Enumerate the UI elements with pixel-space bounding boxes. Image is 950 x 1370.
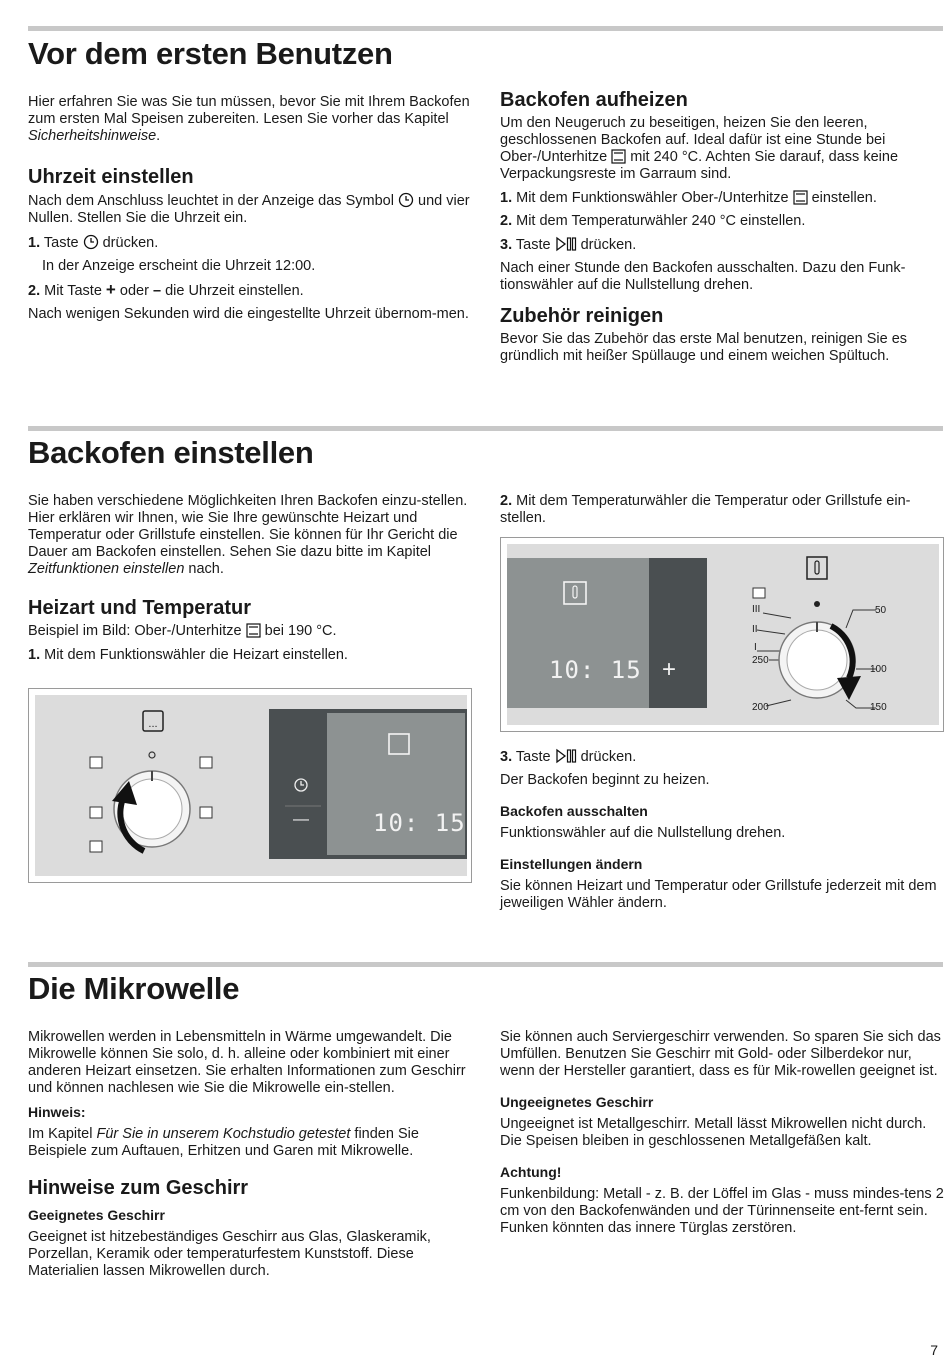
clock-text-b: und vier Nullen. Stellen Sie die Uhrzeit ein. — [28, 193, 470, 226]
intro-text: Hier erfahren Sie was Sie tun müssen, bevor Sie mit Ihrem Backofen zum ersten Mal Speisen zubereiten. Lesen Sie vorher das Kapitel — [28, 94, 470, 127]
hint-text — [28, 1126, 473, 1160]
start-pause-icon — [555, 236, 577, 252]
plus-button-icon: + — [662, 656, 677, 683]
heading-heat-up: Backofen aufheizen — [500, 89, 688, 111]
temperature-label: 250 — [752, 655, 769, 666]
step-text: Taste — [43, 235, 79, 251]
settings-step-3 — [500, 748, 945, 766]
step-text: Mit Taste — [44, 283, 102, 299]
minus-icon: – — [152, 283, 162, 299]
step-text: Mit dem Funktionswähler die Heizart einstellen. — [44, 647, 348, 663]
display-time: 10: 15 — [373, 809, 466, 837]
figure-temperature-selector — [500, 537, 944, 732]
column-right-oven-settings — [500, 493, 945, 533]
heading-change-settings: Einstellungen ändern — [500, 856, 643, 872]
intro-end: . — [156, 128, 161, 144]
heading-switch-off: Backofen ausschalten — [500, 803, 648, 819]
page-number: 7 — [930, 1342, 938, 1358]
figure-function-selector — [28, 688, 472, 883]
example-text — [28, 623, 473, 640]
heat-text-a: Um den Neugeruch zu beseitigen, heizen Sie den leeren, geschlossenen Backofen auf. Ideal dafür ist eine Stunde bei Ober-/Unterhitze — [500, 115, 886, 165]
heat-step-3 — [500, 236, 945, 254]
settings-step-1 — [28, 647, 473, 664]
hint-text-b: finden Sie Beispiele zum Auftauen, Erhitzen und Garen mit Mikrowelle. — [28, 1126, 419, 1159]
unsuitable-dishes-text: Ungeeignet ist Metallgeschirr. Metall lässt Mikrowellen nicht durch. Die Speisen bleiben in geschlossenen Metallgefäßen kalt. — [500, 1116, 927, 1149]
column-right-first-use — [500, 89, 945, 372]
example-text-b: bei 190 °C. — [264, 623, 337, 639]
step-text: Taste — [515, 237, 551, 253]
step-number: 3. — [500, 237, 513, 253]
step-text: drücken. — [580, 749, 637, 765]
temperature-label: 50 — [875, 605, 887, 616]
heat-step-2 — [500, 213, 945, 230]
section-title-first-use: Vor dem ersten Benutzen — [28, 36, 393, 71]
heading-warning: Achtung! — [500, 1164, 562, 1180]
suitable-dishes-text: Geeignet ist hitzebeständiges Geschirr aus Glas, Glaskeramik, Porzellan, Keramik oder temperaturfestem Kunststoff. Diese Materialien lassen Mikrowellen durch. — [28, 1229, 431, 1279]
microwave-intro: Mikrowellen werden in Lebensmitteln in Wärme umgewandelt. Die Mikrowelle können Sie solo, d. h. alleine oder kombiniert mit einer anderen Heizart einsetzen. Sie erhalten Informationen zum Geschirr und können nachlesen wie Sie die Mikrowelle ein-stellen. — [28, 1029, 466, 1096]
heat-text-b: mit 240 °C. Achten Sie darauf, dass keine Verpackungsreste im Garraum sind. — [500, 149, 899, 182]
clock-note: Nach wenigen Sekunden wird die eingestellte Uhrzeit übernom-men. — [28, 306, 469, 322]
example-text-a: Beispiel im Bild: Ober-/Unterhitze — [28, 623, 242, 639]
chapter-reference: Zeitfunktionen einstellen — [28, 561, 185, 577]
step-text: Mit dem Temperaturwähler 240 °C einstellen. — [516, 213, 806, 229]
temperature-label: 100 — [870, 664, 887, 675]
step-text: drücken. — [580, 237, 637, 253]
step-number: 3. — [500, 749, 513, 765]
step-number: 2. — [500, 493, 513, 509]
section-rule — [28, 962, 943, 967]
heading-clock: Uhrzeit einstellen — [28, 166, 194, 188]
heading-suitable-dishes: Geeignetes Geschirr — [28, 1207, 165, 1223]
clock-text — [28, 192, 473, 227]
function-selector-illustration — [29, 689, 471, 882]
step-text: oder — [119, 283, 149, 299]
step-text: einstellen. — [811, 190, 877, 206]
accessories-text: Bevor Sie das Zubehör das erste Mal benutzen, reinigen Sie es gründlich mit heißer Spüllauge und einem weichen Spültuch. — [500, 331, 908, 364]
section-title-microwave: Die Mikrowelle — [28, 971, 240, 1006]
step-3-result: Der Backofen beginnt zu heizen. — [500, 772, 710, 788]
grill-label: III — [752, 604, 761, 615]
step-text: drücken. — [102, 235, 159, 251]
heat-step-1 — [500, 190, 945, 207]
column-left-microwave — [28, 1029, 473, 1287]
clock-step-2 — [28, 281, 473, 300]
svg-text:...: ... — [148, 718, 158, 730]
intro-paragraph — [28, 493, 473, 578]
top-bottom-heat-icon — [793, 190, 808, 205]
temperature-label: 150 — [870, 702, 887, 713]
clock-text-a: Nach dem Anschluss leuchtet in der Anzeige das Symbol — [28, 193, 394, 209]
grill-label: II — [752, 624, 758, 635]
plus-icon: + — [105, 280, 116, 299]
switch-off-text: Funktionswähler auf die Nullstellung drehen. — [500, 825, 786, 841]
chapter-reference: Für Sie in unserem Kochstudio getestet — [96, 1126, 351, 1142]
step-number: 1. — [28, 235, 41, 251]
column-right-microwave — [500, 1029, 945, 1244]
intro-end: nach. — [184, 561, 224, 577]
heat-note: Nach einer Stunde den Backofen ausschalten. Dazu den Funk-tionswähler auf die Nullstellung drehen. — [500, 260, 906, 293]
grill-label: I — [754, 642, 757, 653]
top-bottom-heat-icon — [611, 149, 626, 164]
section-title-oven-settings: Backofen einstellen — [28, 435, 314, 470]
heading-hint: Hinweis: — [28, 1104, 86, 1120]
step-text: die Uhrzeit einstellen. — [165, 283, 304, 299]
heat-text — [500, 115, 945, 183]
warning-text: Funkenbildung: Metall - z. B. der Löffel im Glas - muss mindes-tens 2 cm von den Backofenwänden und der Türinnenseite ent-fernt sein. Funken könnten das innere Türglas zerstören. — [500, 1186, 944, 1236]
change-settings-text: Sie können Heizart und Temperatur oder Grillstufe jederzeit mit dem jeweiligen Wähler ändern. — [500, 878, 937, 911]
section-rule — [28, 426, 943, 431]
column-left-first-use — [28, 94, 473, 330]
heading-heating-type: Heizart und Temperatur — [28, 597, 251, 619]
step-number: 2. — [500, 213, 513, 229]
column-left-oven-settings — [28, 493, 473, 670]
top-bottom-heat-icon — [246, 623, 261, 638]
step-text: Mit dem Funktionswähler Ober-/Unterhitze — [516, 190, 789, 206]
heading-dishes: Hinweise zum Geschirr — [28, 1177, 249, 1199]
intro-paragraph — [28, 94, 473, 145]
step-number: 1. — [500, 190, 513, 206]
clock-step-1-result: In der Anzeige erscheint die Uhrzeit 12:00. — [42, 258, 316, 274]
section-rule — [28, 26, 943, 31]
column-right-oven-settings-lower — [500, 748, 945, 919]
settings-step-2 — [500, 493, 945, 527]
step-text: Mit dem Temperaturwähler die Temperatur oder Grillstufe ein-stellen. — [500, 493, 911, 526]
start-pause-icon — [555, 748, 577, 764]
clock-icon — [83, 234, 99, 250]
clock-step-1 — [28, 234, 473, 252]
heading-unsuitable-dishes: Ungeeignetes Geschirr — [500, 1094, 654, 1110]
chapter-reference: Sicherheitshinweise — [28, 128, 157, 144]
hint-text-a: Im Kapitel — [28, 1126, 97, 1142]
intro-text: Sie haben verschiedene Möglichkeiten Ihren Backofen einzu-stellen. Hier erklären wir Ihnen, wie Sie Ihre gewünschte Heizart und Temperatur oder Grillstufe einstellen. Sie können für Ihr Gericht die Dauer am Backofen einstellen. Sehen Sie dazu bitte im Kapitel — [28, 493, 468, 560]
display-time: 10: 15 — [549, 656, 642, 684]
minus-button-icon: — — [293, 811, 309, 828]
heading-accessories: Zubehör reinigen — [500, 305, 664, 327]
step-text: Taste — [515, 749, 551, 765]
clock-icon — [398, 192, 414, 208]
step-number: 2. — [28, 283, 41, 299]
temperature-label: 200 — [752, 702, 769, 713]
step-number: 1. — [28, 647, 41, 663]
serving-dishes-text: Sie können auch Serviergeschirr verwenden. So sparen Sie sich das Umfüllen. Benutzen Sie Geschirr mit Gold- oder Silberdekor nur, wenn der Hersteller garantiert, dass es für Mik-rowellen geeignet ist. — [500, 1029, 941, 1079]
